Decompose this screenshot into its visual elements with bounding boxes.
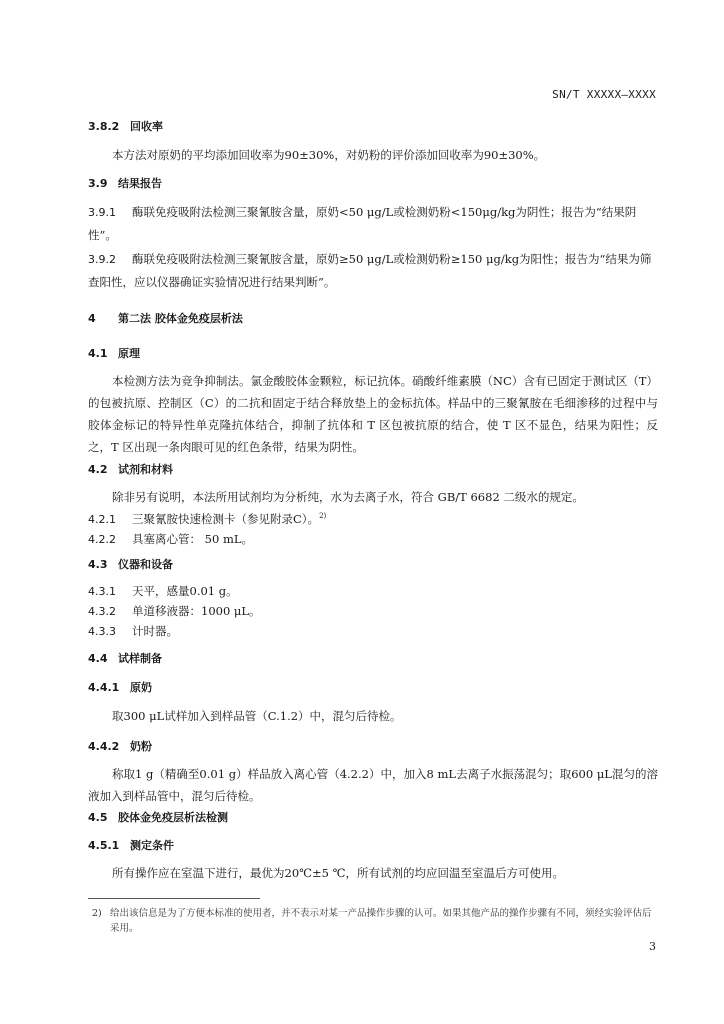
section-3-9-1-item (88, 201, 658, 246)
item-text: 具塞离心管： 50 mL。 (132, 532, 253, 546)
section-number: 4.1 (88, 347, 108, 360)
section-number: 4.4 (88, 652, 108, 665)
section-title: 试样制备 (118, 652, 162, 665)
section-4-1-heading (88, 346, 140, 362)
item-number: 3.9.2 (88, 253, 116, 266)
section-number: 4.4.2 (88, 740, 120, 753)
chapter-number: 4 (88, 312, 96, 325)
section-number: 3.8.2 (88, 120, 120, 133)
item-text: 计时器。 (132, 624, 178, 638)
section-4-5-1-heading (88, 838, 174, 854)
section-number: 4.2 (88, 463, 108, 476)
section-4-4-2-paragraph: 称取1 g（精确至0.01 g）样品放入离心管（4.2.2）中，加入8 mL去离子水振荡混匀；取600 μL混匀的溶液加入到样品管中，混匀后待检。 (88, 767, 658, 803)
section-number: 4.3 (88, 558, 108, 571)
section-title: 原奶 (130, 681, 152, 694)
section-4-4-2-heading (88, 739, 152, 755)
section-4-2-2-item (88, 528, 658, 551)
section-4-4-1-paragraph: 取300 μL试样加入到样品管（C.1.2）中，混匀后待检。 (112, 709, 402, 723)
footnote-text: 给出该信息是为了方便本标准的使用者，并不表示对某一产品操作步骤的认可。如果其他产品的操作步骤有不同，须经实验评估后采用。 (110, 908, 652, 934)
section-4-2-paragraph: 除非另有说明，本法所用试剂均为分析纯，水为去离子水，符合 GB/T 6682 二级水的规定。 (112, 490, 584, 504)
chapter-title: 第二法 胶体金免疫层析法 (118, 312, 243, 325)
section-title: 原理 (118, 347, 140, 360)
section-title: 回收率 (130, 120, 163, 133)
section-4-4-heading (88, 651, 162, 667)
section-3-8-2-heading (88, 119, 163, 135)
section-title: 仪器和设备 (118, 558, 173, 571)
item-text: 三聚氰胺快速检测卡（参见附录C）。 (132, 512, 320, 526)
section-4-5-1-paragraph: 所有操作应在室温下进行，最优为20℃±5 ℃，所有试剂的均应回温至室温后方可使用。 (112, 866, 564, 880)
section-3-9-heading (88, 176, 162, 192)
section-3-9-2-item (88, 248, 658, 293)
item-text: 单道移液器：1000 μL。 (132, 604, 261, 618)
footnote (92, 906, 658, 936)
item-text: 酶联免疫吸附法检测三聚氰胺含量，原奶≥50 μg/L或检测奶粉≥150 μg/kg为阳性；报告为“结果为筛查阳性，应以仪器确证实验情况进行结果判断”。 (88, 252, 652, 289)
chapter-4-heading (88, 311, 243, 327)
item-number: 4.3.1 (88, 585, 116, 598)
section-4-3-heading (88, 557, 173, 573)
footnote-number: 2) (92, 908, 102, 919)
section-title: 试剂和材料 (118, 463, 173, 476)
section-4-5-heading (88, 810, 228, 826)
page-number: 3 (649, 940, 656, 953)
section-number: 4.4.1 (88, 681, 120, 694)
section-title: 结果报告 (118, 177, 162, 190)
section-4-1-paragraph: 本检测方法为竞争抑制法。氯金酸胶体金颗粒，标记抗体。硝酸纤维素膜（NC）含有已固定于测试区（T）的包被抗原、控制区（C）的二抗和固定于结合释放垫上的金标抗体。样品中的三聚氰胺在毛细渗移的过程中与胶体金标记的特异性单克隆抗体结合，抑制了抗体和 T 区包被抗原的结合，使 T 区不显色，结果为阳性；反之，T 区出现一条肉眼可见的红色条带，结果为阴性。 (88, 374, 658, 454)
section-4-3-3-item (88, 620, 658, 643)
item-number: 4.3.3 (88, 625, 116, 638)
item-number: 4.2.1 (88, 513, 116, 526)
item-number: 4.2.2 (88, 533, 116, 546)
footnote-divider (88, 898, 260, 899)
section-4-2-heading (88, 462, 173, 478)
item-text: 天平，感量0.01 g。 (132, 584, 238, 598)
item-text: 酶联免疫吸附法检测三聚氰胺含量，原奶<50 μg/L或检测奶粉<150μg/kg为阴性；报告为“结果阴性”。 (88, 205, 637, 242)
item-number: 4.3.2 (88, 605, 116, 618)
footnote-ref: 2) (319, 512, 327, 521)
section-number: 4.5.1 (88, 839, 120, 852)
section-3-8-2-paragraph: 本方法对原奶的平均添加回收率为90±30%，对奶粉的评价添加回收率为90±30%。 (112, 148, 546, 162)
section-4-4-1-heading (88, 680, 152, 696)
doc-code-header: SN/T XXXXX—XXXX (552, 88, 656, 101)
section-title: 胶体金免疫层析法检测 (118, 811, 228, 824)
section-number: 4.5 (88, 811, 108, 824)
item-number: 3.9.1 (88, 206, 116, 219)
section-number: 3.9 (88, 177, 108, 190)
section-title: 测定条件 (130, 839, 174, 852)
section-title: 奶粉 (130, 740, 152, 753)
